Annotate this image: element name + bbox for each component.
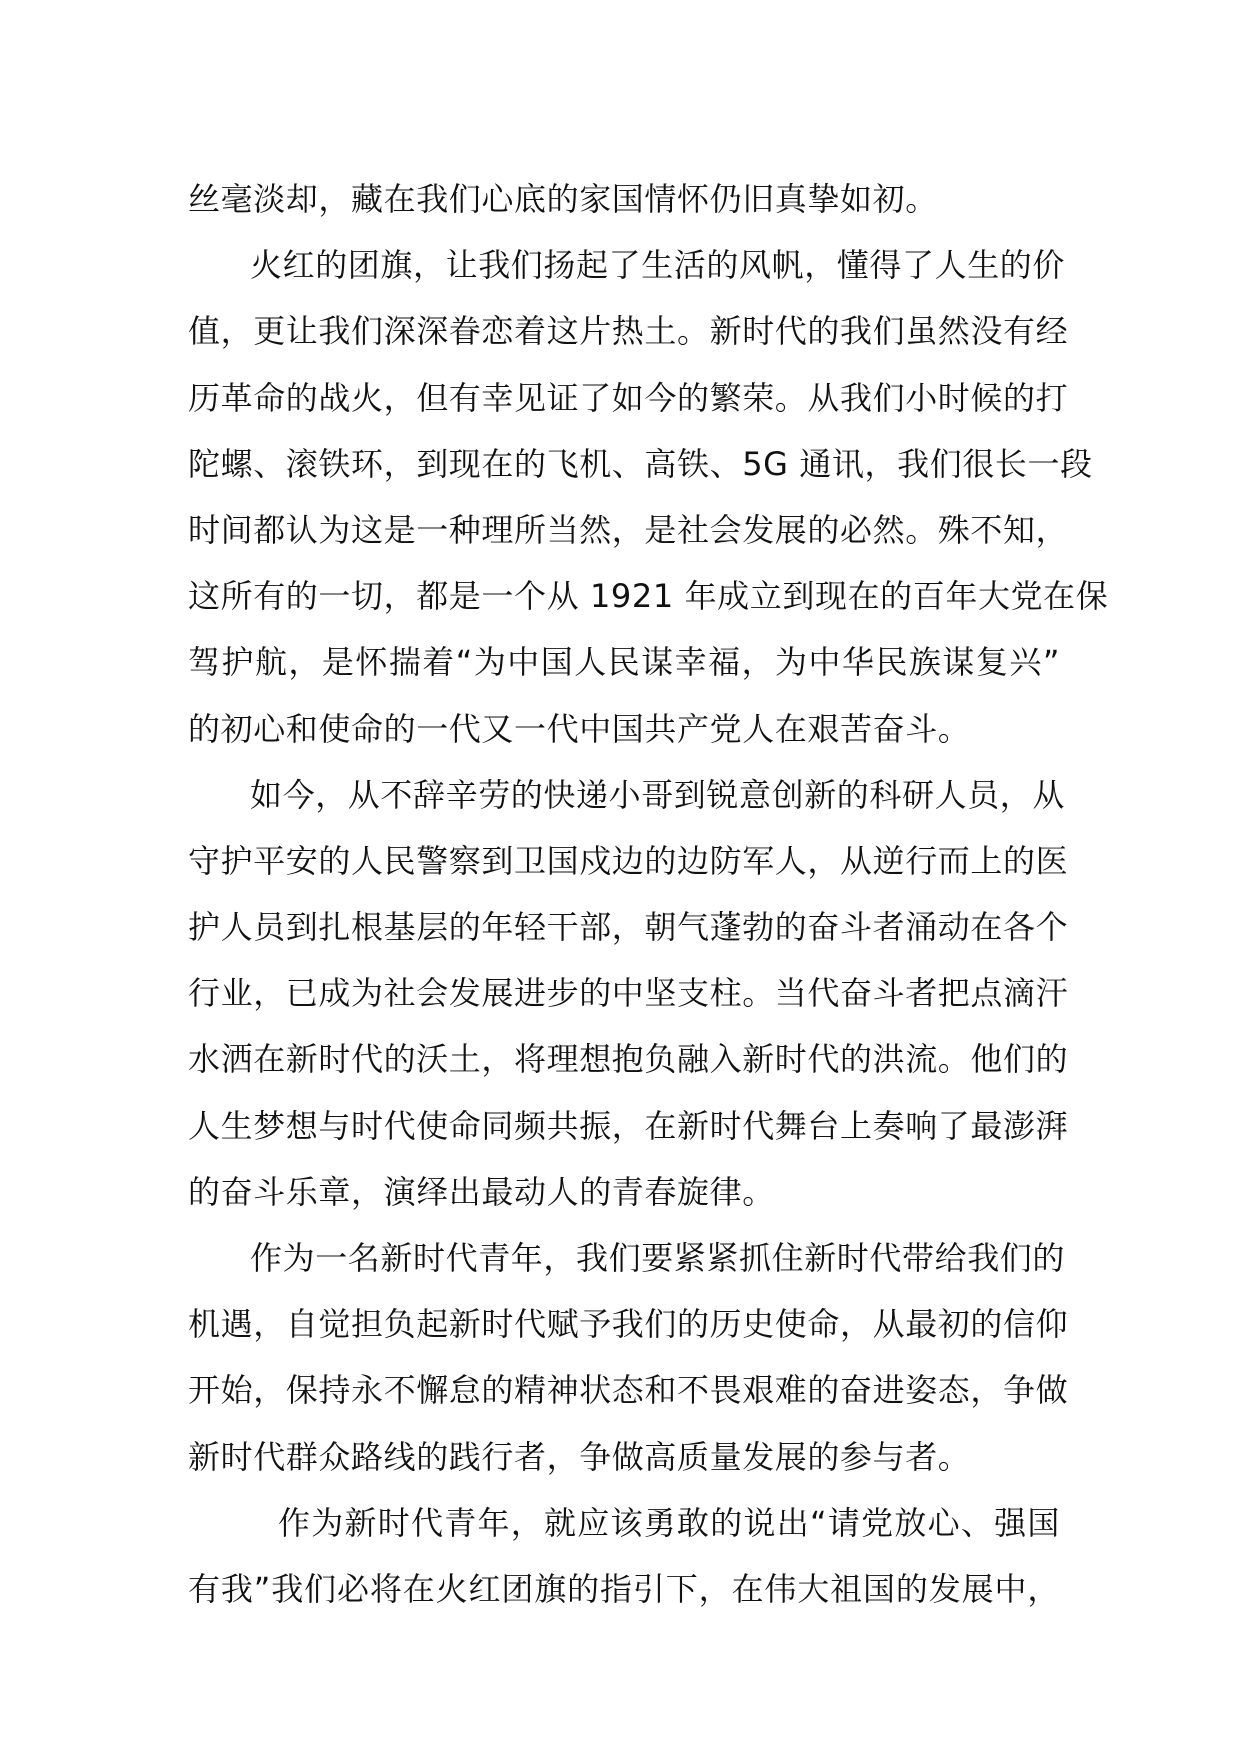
text-line: 陀螺、滚铁环，到现在的飞机、高铁、5G 通讯，我们很长一段 — [188, 444, 1093, 483]
text-line: 作为新时代青年，就应该勇敢的说出“请党放心、强国 — [278, 1503, 1060, 1542]
text-line: 的初心和使命的一代又一代中国共产党人在艰苦奋斗。 — [188, 709, 971, 748]
text-line: 有我”我们必将在火红团旗的指引下，在伟大祖国的发展中， — [188, 1569, 1060, 1608]
text-line: 开始，保持永不懈怠的精神状态和不畏艰难的奋进姿态，争做 — [188, 1371, 1069, 1410]
text-line: 的奋斗乐章，演绎出最动人的青春旋律。 — [188, 1172, 775, 1211]
text-line: 这所有的一切，都是一个从 1921 年成立到现在的百年大党在保 — [188, 577, 1109, 616]
text-line: 丝毫淡却，藏在我们心底的家国情怀仍旧真挚如初。 — [188, 180, 938, 218]
text-line: 作为一名新时代青年，我们要紧紧抓住新时代带给我们的 — [250, 1239, 1066, 1277]
text-line: 水洒在新时代的沃土，将理想抱负融入新时代的洪流。他们的 — [188, 1040, 1069, 1079]
text-line: 驾护航，是怀揣着“为中国人民谋幸福，为中华民族谋复兴” — [188, 643, 1060, 682]
text-line: 值，更让我们深深眷恋着这片热土。新时代的我们虽然没有经 — [188, 312, 1069, 351]
text-line: 时间都认为这是一种理所当然，是社会发展的必然。殊不知， — [188, 510, 1069, 549]
text-line: 机遇，自觉担负起新时代赋予我们的历史使命，从最初的信仰 — [188, 1305, 1069, 1344]
text-line: 守护平安的人民警察到卫国戍边的边防军人，从逆行而上的医 — [188, 841, 1069, 880]
text-line: 如今，从不辞辛劳的快递小哥到锐意创新的科研人员，从 — [250, 775, 1066, 814]
body-text — [188, 166, 1109, 1622]
text-line: 历革命的战火，但有幸见证了如今的繁荣。从我们小时候的打 — [188, 378, 1069, 417]
text-line: 新时代群众路线的践行者，争做高质量发展的参与者。 — [188, 1437, 971, 1476]
text-line: 行业，已成为社会发展进步的中坚支柱。当代奋斗者把点滴汗 — [188, 974, 1069, 1013]
text-line: 人生梦想与时代使命同频共振，在新时代舞台上奏响了最澎湃 — [188, 1106, 1069, 1145]
text-line: 护人员到扎根基层的年轻干部，朝气蓬勃的奋斗者涌动在各个 — [188, 908, 1069, 947]
text-line: 火红的团旗，让我们扬起了生活的风帆，懂得了人生的价 — [250, 246, 1066, 285]
